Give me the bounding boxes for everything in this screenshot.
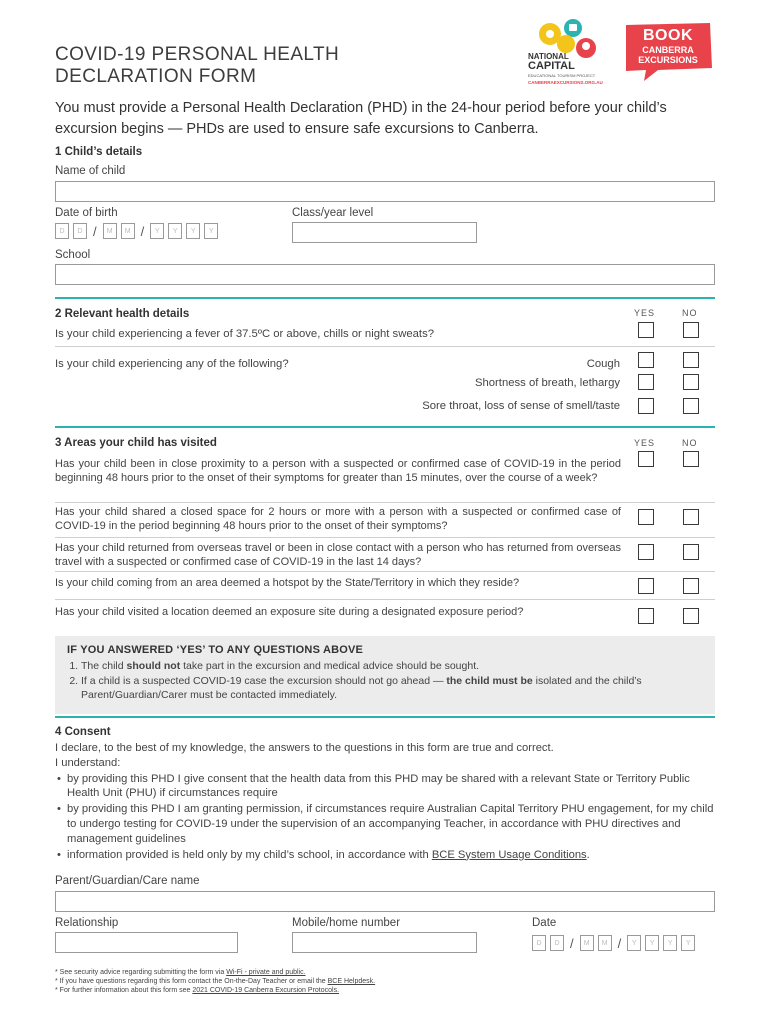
date-y1[interactable]: Y — [627, 935, 641, 951]
dob-d2[interactable]: D — [73, 223, 87, 239]
date-slash: / — [140, 223, 145, 239]
breath-yes-checkbox[interactable] — [638, 374, 654, 390]
page-title — [55, 44, 339, 88]
section-divider — [55, 716, 715, 718]
nc-capital: CAPITAL — [528, 60, 575, 72]
fever-yes-checkbox[interactable] — [638, 322, 654, 338]
date-m2[interactable]: M — [598, 935, 612, 951]
footnote-1: * See security advice regarding submitting the form via Wi-Fi - private and public. — [55, 969, 306, 976]
section-divider — [55, 426, 715, 428]
throat-no-checkbox[interactable] — [683, 398, 699, 414]
symptom-throat: Sore throat, loss of sense of smell/taste — [422, 400, 620, 412]
section-3-heading: 3 Areas your child has visited — [55, 437, 217, 449]
book-line-3: EXCURSIONS — [638, 55, 698, 65]
breath-no-checkbox[interactable] — [683, 374, 699, 390]
notice-item-2: 2. If a child is a suspected COVID-19 case the excursion should not go ahead — the child must be isolated and the child’s Parent/Guardian/Carer must be contacted immediately. — [81, 674, 703, 703]
q-overseas: Has your child returned from overseas travel or been in close contact with a person who has returned from overseas travel with a suspected or confirmed case of COVID-19 in the last 14 days? — [55, 542, 621, 568]
q-exposure-site: Has your child visited a location deemed an exposure site during a designated exposure period? — [55, 606, 524, 618]
yes-answer-notice — [55, 636, 715, 714]
bce-usage-link[interactable]: BCE System Usage Conditions — [431, 848, 587, 861]
q-following: Is your child experiencing any of the following? — [55, 358, 289, 370]
q-closed-space: Has your child shared a closed space for 2 hours or more with a person with a suspected or confirmed case of COVID-19 in the period beginning 48 hours prior to the onset of their symptoms? — [55, 506, 621, 532]
school-label: School — [55, 249, 91, 261]
book-canberra-logo — [622, 22, 714, 82]
name-of-child-label: Name of child — [55, 165, 126, 177]
cough-no-checkbox[interactable] — [683, 352, 699, 368]
consent-bullet-1: • by providing this PHD I give consent that the health data from this PHD may be shared with a relevant State or Territory Public Health Unit (PHU) if circumstances require — [55, 772, 720, 802]
proximity-yes-checkbox[interactable] — [638, 451, 654, 467]
notice-item-1: 1. The child should not take part in the excursion and medical advice should be sought. — [81, 659, 703, 674]
date-label: Date — [532, 917, 557, 929]
footnote-3: * For further information about this form see 2021 COVID-19 Canberra Excursion Protocols. — [55, 987, 340, 994]
symptom-breath: Shortness of breath, lethargy — [474, 377, 620, 389]
nc-sub: EDUCATIONAL TOURISM PROJECT — [528, 73, 596, 78]
section-1-heading: 1 Child’s details — [55, 146, 143, 158]
symptom-cough: Cough — [586, 358, 620, 370]
dob-input[interactable] — [55, 223, 218, 239]
overseas-yes-checkbox[interactable] — [638, 544, 654, 560]
school-input[interactable] — [55, 264, 715, 285]
wifi-link[interactable]: Wi-Fi - private and public. — [226, 969, 306, 976]
overseas-no-checkbox[interactable] — [683, 544, 699, 560]
section-2-heading: 2 Relevant health details — [55, 308, 190, 320]
notice-heading: IF YOU ANSWERED ‘YES’ TO ANY QUESTIONS ABOVE — [67, 644, 364, 656]
hotspot-no-checkbox[interactable] — [683, 578, 699, 594]
consent-text — [55, 741, 720, 862]
book-line-1: BOOK — [643, 27, 693, 44]
intro-text: You must provide a Personal Health Declaration (PHD) in the 24-hour period before your child’s excursion begins — PHDs are used to ensure safe excursions to Canberra. — [55, 100, 667, 137]
no-header: NO — [682, 438, 698, 448]
consent-declare: I declare, to the best of my knowledge, the answers to the questions in this form are true and correct. — [55, 742, 554, 754]
parent-name-label: Parent/Guardian/Care name — [55, 875, 200, 887]
national-capital-logo — [528, 18, 620, 96]
footnotes — [55, 968, 375, 995]
q-hotspot: Is your child coming from an area deemed a hotspot by the State/Territory in which they reside? — [55, 577, 520, 589]
footnote-2: * If you have questions regarding this form contact the On-the-Day Teacher or email the BCE Helpdesk. — [55, 978, 376, 985]
q-proximity: Has your child been in close proximity to a person with a suspected or confirmed case of COVID-19 in the period beginning 48 hours prior to the onset of their symptoms for greater than 15 minutes, over the course of a week? — [55, 458, 621, 484]
row-divider — [55, 502, 715, 503]
dob-y3[interactable]: Y — [186, 223, 200, 239]
consent-bullet-3: • information provided is held only by my child’s school, in accordance with BCE System Usage Conditions. — [55, 848, 720, 863]
parent-name-input[interactable] — [55, 891, 715, 912]
row-divider — [55, 599, 715, 600]
title-line-1: COVID-19 PERSONAL HEALTH — [55, 44, 340, 65]
relationship-label: Relationship — [55, 917, 119, 929]
row-divider — [55, 571, 715, 572]
nc-national: NATIONAL — [528, 52, 569, 61]
dob-m2[interactable]: M — [121, 223, 135, 239]
class-year-input[interactable] — [292, 222, 477, 243]
consent-understand: I understand: — [55, 756, 121, 769]
dob-d1[interactable]: D — [55, 223, 69, 239]
q-fever: Is your child experiencing a fever of 37.5ºC or above, chills or night sweats? — [55, 328, 435, 340]
date-slash: / — [570, 935, 574, 951]
date-d1[interactable]: D — [532, 935, 546, 951]
yes-header: YES — [634, 438, 656, 448]
section-4-heading: 4 Consent — [55, 726, 111, 738]
exposure-no-checkbox[interactable] — [683, 608, 699, 624]
date-d2[interactable]: D — [550, 935, 564, 951]
dob-m1[interactable]: M — [103, 223, 117, 239]
title-line-2: DECLARATION FORM — [55, 66, 257, 87]
row-divider — [55, 346, 715, 347]
dob-label: Date of birth — [55, 207, 118, 219]
dob-y2[interactable]: Y — [168, 223, 182, 239]
dob-y4[interactable]: Y — [204, 223, 218, 239]
no-header: NO — [682, 308, 698, 318]
mobile-input[interactable] — [292, 932, 477, 953]
cough-yes-checkbox[interactable] — [638, 352, 654, 368]
exposure-yes-checkbox[interactable] — [638, 608, 654, 624]
date-slash: / — [93, 223, 97, 239]
yes-header: YES — [634, 308, 656, 318]
protocols-link[interactable]: 2021 COVID-19 Canberra Excursion Protocols. — [192, 987, 340, 994]
consent-date-input[interactable] — [532, 935, 695, 951]
date-y3[interactable]: Y — [663, 935, 677, 951]
relationship-input[interactable] — [55, 932, 238, 953]
section-divider — [55, 297, 715, 299]
nc-url: CANBERRAEXCURSIONS.ORG.AU — [528, 80, 603, 85]
class-year-label: Class/year level — [292, 207, 374, 219]
consent-bullet-2: • by providing this PHD I am granting permission, if circumstances require Australian Capital Territory PHU engagement, for my child to undergo testing for COVID-19 under the supervision of an accompanying Teacher, in accordance with PHU directives and management guidelines — [55, 802, 720, 846]
date-y4[interactable]: Y — [681, 935, 695, 951]
closed-space-yes-checkbox[interactable] — [638, 509, 654, 525]
hotspot-yes-checkbox[interactable] — [638, 578, 654, 594]
date-m1[interactable]: M — [580, 935, 594, 951]
row-divider — [55, 537, 715, 538]
closed-space-no-checkbox[interactable] — [683, 509, 699, 525]
proximity-no-checkbox[interactable] — [683, 451, 699, 467]
date-slash: / — [617, 935, 622, 951]
mobile-label: Mobile/home number — [292, 917, 401, 929]
date-y2[interactable]: Y — [645, 935, 659, 951]
dob-y1[interactable]: Y — [150, 223, 164, 239]
fever-no-checkbox[interactable] — [683, 322, 699, 338]
throat-yes-checkbox[interactable] — [638, 398, 654, 414]
book-line-2: CANBERRA — [642, 45, 694, 55]
name-of-child-input[interactable] — [55, 181, 715, 202]
bce-helpdesk-link[interactable]: BCE Helpdesk. — [327, 978, 376, 985]
